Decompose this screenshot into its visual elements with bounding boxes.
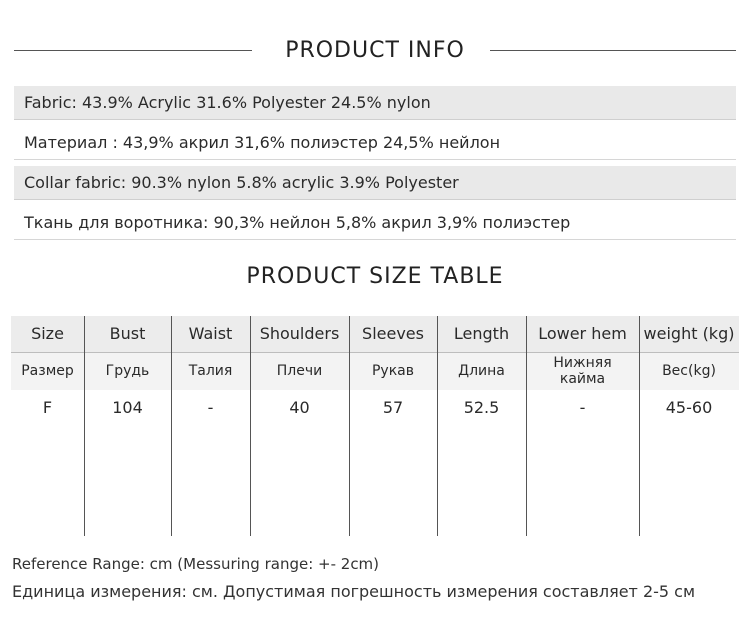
header-waist-ru: Талия — [171, 352, 250, 390]
column-divider — [639, 316, 640, 536]
column-divider — [437, 316, 438, 536]
col-waist — [171, 316, 250, 536]
row-divider — [11, 352, 739, 353]
col-weight — [639, 316, 739, 536]
value-lower-hem: - — [579, 398, 586, 417]
column-divider — [171, 316, 172, 536]
header-size: Size — [11, 316, 84, 352]
reference-range-note-ru: Единица измерения: см. Допустимая погрешность измерения составляет 2-5 см — [12, 582, 696, 601]
column-divider — [84, 316, 85, 536]
value-waist: - — [207, 398, 214, 417]
value-sleeves: 57 — [382, 398, 404, 417]
size-table-title: PRODUCT SIZE TABLE — [246, 264, 504, 289]
header-length: Length — [437, 316, 526, 352]
header-length-ru: Длина — [437, 352, 526, 390]
col-size — [11, 316, 84, 536]
col-bust — [84, 316, 171, 536]
fabric-row-ru: Материал : 43,9% акрил 31,6% полиэстер 24,5% нейлон — [14, 126, 736, 160]
header-shoulders: Shoulders — [250, 316, 349, 352]
header-sleeves-ru: Рукав — [349, 352, 437, 390]
header-bust-ru: Грудь — [84, 352, 171, 390]
header-lower-hem-ru: Нижняя кайма — [526, 352, 639, 390]
collar-fabric-row-ru: Ткань для воротника: 90,3% нейлон 5,8% акрил 3,9% полиэстер — [14, 206, 736, 240]
value-bust: 104 — [112, 398, 143, 417]
column-divider — [526, 316, 527, 536]
header-lower-hem: Lower hem — [526, 316, 639, 352]
header-size-ru: Размер — [11, 352, 84, 390]
collar-fabric-row: Collar fabric: 90.3% nylon 5.8% acrylic 3.9% Polyester — [14, 166, 736, 200]
header-bust: Bust — [84, 316, 171, 352]
reference-range-note: Reference Range: cm (Messuring range: +- 2cm) — [12, 555, 380, 573]
header-weight-ru: Вес(kg) — [639, 352, 739, 390]
column-divider — [349, 316, 350, 536]
col-shoulders — [250, 316, 349, 536]
divider-right — [490, 50, 736, 51]
value-shoulders: 40 — [289, 398, 310, 417]
value-size: F — [42, 398, 53, 417]
fabric-row: Fabric: 43.9% Acrylic 31.6% Polyester 24.5% nylon — [14, 86, 736, 120]
size-table — [11, 316, 739, 536]
header-weight: weight (kg) — [639, 316, 739, 352]
header-shoulders-ru: Плечи — [250, 352, 349, 390]
header-waist: Waist — [171, 316, 250, 352]
col-lower-hem — [526, 316, 639, 536]
product-info-title: PRODUCT INFO — [285, 38, 465, 63]
header-sleeves: Sleeves — [349, 316, 437, 352]
column-divider — [250, 316, 251, 536]
col-sleeves — [349, 316, 437, 536]
value-length: 52.5 — [463, 398, 500, 417]
value-weight: 45-60 — [665, 398, 713, 417]
col-length — [437, 316, 526, 536]
